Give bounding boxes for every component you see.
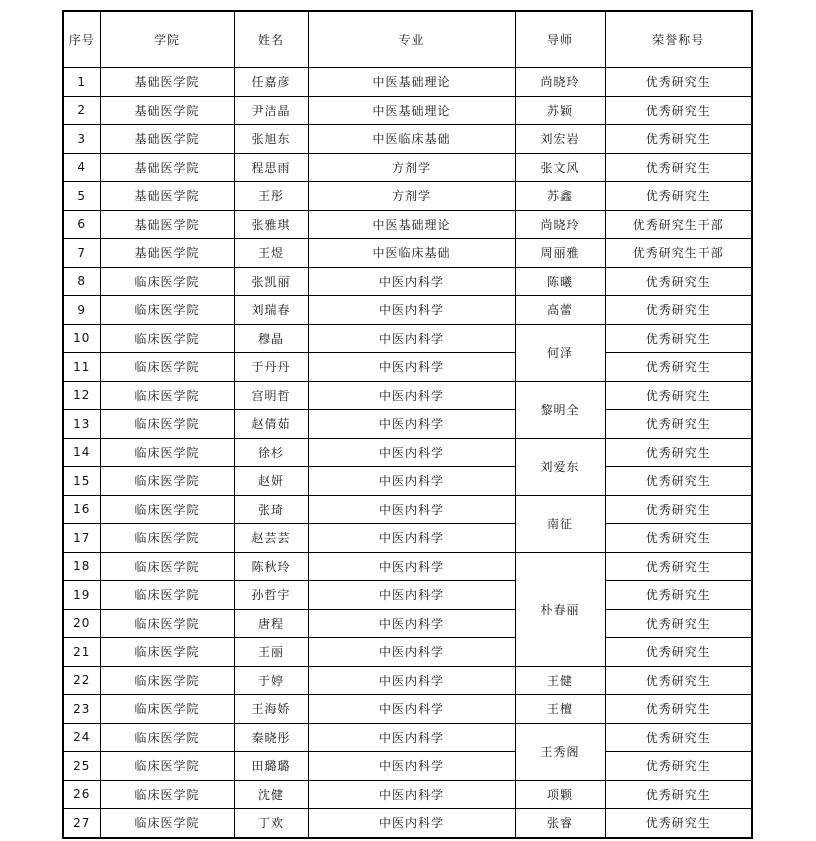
table-row bbox=[63, 182, 752, 211]
cell-name: 赵妍 bbox=[234, 467, 308, 496]
table-row bbox=[63, 353, 752, 382]
table-row bbox=[63, 68, 752, 97]
cell-name: 丁欢 bbox=[234, 809, 308, 838]
cell-honor: 优秀研究生 bbox=[605, 780, 752, 809]
cell-major: 中医内科学 bbox=[308, 353, 515, 382]
table-row bbox=[63, 666, 752, 695]
header-row bbox=[63, 11, 752, 68]
cell-major: 中医内科学 bbox=[308, 581, 515, 610]
header-index: 序号 bbox=[63, 11, 100, 68]
cell-major: 中医内科学 bbox=[308, 467, 515, 496]
table-row bbox=[63, 695, 752, 724]
cell-index: 18 bbox=[63, 552, 100, 581]
cell-name: 宫明哲 bbox=[234, 381, 308, 410]
cell-honor: 优秀研究生 bbox=[605, 96, 752, 125]
cell-honor: 优秀研究生 bbox=[605, 524, 752, 553]
cell-name: 唐程 bbox=[234, 609, 308, 638]
cell-name: 徐杉 bbox=[234, 438, 308, 467]
table-row bbox=[63, 609, 752, 638]
header-honor: 荣誉称号 bbox=[605, 11, 752, 68]
cell-advisor: 周丽雅 bbox=[515, 239, 605, 268]
cell-major: 中医临床基础 bbox=[308, 125, 515, 154]
cell-major: 方剂学 bbox=[308, 182, 515, 211]
cell-college: 临床医学院 bbox=[100, 752, 234, 781]
cell-index: 1 bbox=[63, 68, 100, 97]
cell-honor: 优秀研究生 bbox=[605, 438, 752, 467]
cell-index: 17 bbox=[63, 524, 100, 553]
cell-major: 中医内科学 bbox=[308, 495, 515, 524]
cell-honor: 优秀研究生 bbox=[605, 467, 752, 496]
cell-major: 方剂学 bbox=[308, 153, 515, 182]
cell-name: 张旭东 bbox=[234, 125, 308, 154]
table-row bbox=[63, 210, 752, 239]
header-name: 姓名 bbox=[234, 11, 308, 68]
table-row bbox=[63, 267, 752, 296]
cell-advisor: 张睿 bbox=[515, 809, 605, 838]
cell-advisor: 黎明全 bbox=[515, 381, 605, 438]
cell-college: 临床医学院 bbox=[100, 381, 234, 410]
cell-index: 14 bbox=[63, 438, 100, 467]
header-major: 专业 bbox=[308, 11, 515, 68]
cell-college: 临床医学院 bbox=[100, 324, 234, 353]
header-college: 学院 bbox=[100, 11, 234, 68]
cell-honor: 优秀研究生 bbox=[605, 153, 752, 182]
cell-name: 穆晶 bbox=[234, 324, 308, 353]
cell-advisor: 苏鑫 bbox=[515, 182, 605, 211]
table-row bbox=[63, 495, 752, 524]
cell-advisor: 尚晓玲 bbox=[515, 68, 605, 97]
cell-major: 中医内科学 bbox=[308, 638, 515, 667]
cell-major: 中医内科学 bbox=[308, 524, 515, 553]
cell-college: 基础医学院 bbox=[100, 125, 234, 154]
table-row bbox=[63, 581, 752, 610]
cell-major: 中医内科学 bbox=[308, 723, 515, 752]
table-row bbox=[63, 410, 752, 439]
cell-honor: 优秀研究生 bbox=[605, 809, 752, 838]
cell-college: 临床医学院 bbox=[100, 666, 234, 695]
table-row bbox=[63, 239, 752, 268]
table-row bbox=[63, 153, 752, 182]
cell-name: 张琦 bbox=[234, 495, 308, 524]
cell-honor: 优秀研究生 bbox=[605, 552, 752, 581]
cell-advisor: 尚晓玲 bbox=[515, 210, 605, 239]
cell-college: 临床医学院 bbox=[100, 410, 234, 439]
cell-index: 5 bbox=[63, 182, 100, 211]
cell-college: 临床医学院 bbox=[100, 467, 234, 496]
cell-honor: 优秀研究生 bbox=[605, 638, 752, 667]
cell-name: 张凯丽 bbox=[234, 267, 308, 296]
cell-advisor: 刘宏岩 bbox=[515, 125, 605, 154]
table-row bbox=[63, 752, 752, 781]
cell-college: 临床医学院 bbox=[100, 524, 234, 553]
cell-honor: 优秀研究生 bbox=[605, 581, 752, 610]
cell-name: 程思雨 bbox=[234, 153, 308, 182]
cell-index: 12 bbox=[63, 381, 100, 410]
table-row bbox=[63, 96, 752, 125]
table-row bbox=[63, 780, 752, 809]
cell-honor: 优秀研究生 bbox=[605, 495, 752, 524]
cell-honor: 优秀研究生干部 bbox=[605, 210, 752, 239]
table-row bbox=[63, 438, 752, 467]
cell-major: 中医内科学 bbox=[308, 438, 515, 467]
cell-index: 16 bbox=[63, 495, 100, 524]
cell-name: 王丽 bbox=[234, 638, 308, 667]
cell-college: 临床医学院 bbox=[100, 609, 234, 638]
cell-honor: 优秀研究生 bbox=[605, 410, 752, 439]
cell-honor: 优秀研究生 bbox=[605, 353, 752, 382]
cell-advisor: 刘爱东 bbox=[515, 438, 605, 495]
cell-honor: 优秀研究生 bbox=[605, 125, 752, 154]
cell-name: 任嘉彦 bbox=[234, 68, 308, 97]
cell-advisor: 陈曦 bbox=[515, 267, 605, 296]
table-row bbox=[63, 467, 752, 496]
cell-index: 26 bbox=[63, 780, 100, 809]
cell-major: 中医内科学 bbox=[308, 267, 515, 296]
cell-advisor: 王秀阁 bbox=[515, 723, 605, 780]
cell-index: 23 bbox=[63, 695, 100, 724]
cell-name: 王彤 bbox=[234, 182, 308, 211]
cell-name: 于丹丹 bbox=[234, 353, 308, 382]
cell-major: 中医内科学 bbox=[308, 780, 515, 809]
cell-major: 中医内科学 bbox=[308, 752, 515, 781]
cell-honor: 优秀研究生 bbox=[605, 381, 752, 410]
table-row bbox=[63, 552, 752, 581]
cell-index: 25 bbox=[63, 752, 100, 781]
cell-honor: 优秀研究生 bbox=[605, 752, 752, 781]
cell-name: 陈秋玲 bbox=[234, 552, 308, 581]
cell-name: 刘瑞春 bbox=[234, 296, 308, 325]
cell-index: 3 bbox=[63, 125, 100, 154]
table-row bbox=[63, 296, 752, 325]
cell-college: 临床医学院 bbox=[100, 581, 234, 610]
table-row bbox=[63, 809, 752, 838]
cell-index: 11 bbox=[63, 353, 100, 382]
cell-index: 22 bbox=[63, 666, 100, 695]
cell-college: 基础医学院 bbox=[100, 68, 234, 97]
awards-table bbox=[62, 10, 753, 839]
cell-name: 赵倩茹 bbox=[234, 410, 308, 439]
cell-major: 中医内科学 bbox=[308, 324, 515, 353]
cell-major: 中医基础理论 bbox=[308, 210, 515, 239]
table-row bbox=[63, 638, 752, 667]
cell-name: 王海娇 bbox=[234, 695, 308, 724]
table-row bbox=[63, 524, 752, 553]
cell-college: 临床医学院 bbox=[100, 723, 234, 752]
cell-honor: 优秀研究生 bbox=[605, 609, 752, 638]
cell-index: 13 bbox=[63, 410, 100, 439]
cell-major: 中医内科学 bbox=[308, 666, 515, 695]
cell-advisor: 张文风 bbox=[515, 153, 605, 182]
cell-honor: 优秀研究生 bbox=[605, 324, 752, 353]
cell-index: 15 bbox=[63, 467, 100, 496]
cell-honor: 优秀研究生 bbox=[605, 723, 752, 752]
cell-college: 临床医学院 bbox=[100, 296, 234, 325]
cell-major: 中医内科学 bbox=[308, 410, 515, 439]
cell-advisor: 王檀 bbox=[515, 695, 605, 724]
cell-college: 基础医学院 bbox=[100, 210, 234, 239]
cell-major: 中医基础理论 bbox=[308, 68, 515, 97]
cell-college: 基础医学院 bbox=[100, 153, 234, 182]
cell-college: 临床医学院 bbox=[100, 780, 234, 809]
cell-index: 4 bbox=[63, 153, 100, 182]
cell-major: 中医内科学 bbox=[308, 809, 515, 838]
cell-advisor: 高蕾 bbox=[515, 296, 605, 325]
cell-name: 秦晓彤 bbox=[234, 723, 308, 752]
cell-college: 临床医学院 bbox=[100, 552, 234, 581]
cell-index: 7 bbox=[63, 239, 100, 268]
cell-honor: 优秀研究生 bbox=[605, 68, 752, 97]
cell-advisor: 何泽 bbox=[515, 324, 605, 381]
cell-honor: 优秀研究生 bbox=[605, 666, 752, 695]
cell-college: 临床医学院 bbox=[100, 438, 234, 467]
cell-advisor: 南征 bbox=[515, 495, 605, 552]
cell-name: 尹洁晶 bbox=[234, 96, 308, 125]
cell-honor: 优秀研究生 bbox=[605, 182, 752, 211]
cell-index: 8 bbox=[63, 267, 100, 296]
cell-index: 21 bbox=[63, 638, 100, 667]
cell-index: 27 bbox=[63, 809, 100, 838]
cell-major: 中医临床基础 bbox=[308, 239, 515, 268]
cell-name: 于婷 bbox=[234, 666, 308, 695]
cell-college: 临床医学院 bbox=[100, 267, 234, 296]
cell-major: 中医内科学 bbox=[308, 695, 515, 724]
cell-college: 临床医学院 bbox=[100, 638, 234, 667]
cell-name: 张雅琪 bbox=[234, 210, 308, 239]
cell-college: 临床医学院 bbox=[100, 353, 234, 382]
cell-name: 沈健 bbox=[234, 780, 308, 809]
cell-college: 基础医学院 bbox=[100, 239, 234, 268]
cell-college: 临床医学院 bbox=[100, 809, 234, 838]
cell-name: 孙哲宇 bbox=[234, 581, 308, 610]
cell-honor: 优秀研究生 bbox=[605, 296, 752, 325]
cell-honor: 优秀研究生 bbox=[605, 695, 752, 724]
cell-college: 基础医学院 bbox=[100, 182, 234, 211]
cell-name: 田璐璐 bbox=[234, 752, 308, 781]
cell-index: 2 bbox=[63, 96, 100, 125]
cell-advisor: 朴春丽 bbox=[515, 552, 605, 666]
cell-index: 9 bbox=[63, 296, 100, 325]
table-row bbox=[63, 381, 752, 410]
cell-college: 临床医学院 bbox=[100, 495, 234, 524]
cell-honor: 优秀研究生 bbox=[605, 267, 752, 296]
cell-index: 10 bbox=[63, 324, 100, 353]
cell-index: 6 bbox=[63, 210, 100, 239]
cell-college: 临床医学院 bbox=[100, 695, 234, 724]
cell-major: 中医基础理论 bbox=[308, 96, 515, 125]
cell-index: 19 bbox=[63, 581, 100, 610]
cell-index: 24 bbox=[63, 723, 100, 752]
table-row bbox=[63, 723, 752, 752]
cell-major: 中医内科学 bbox=[308, 552, 515, 581]
cell-index: 20 bbox=[63, 609, 100, 638]
cell-advisor: 王健 bbox=[515, 666, 605, 695]
cell-major: 中医内科学 bbox=[308, 609, 515, 638]
cell-major: 中医内科学 bbox=[308, 296, 515, 325]
cell-advisor: 苏颖 bbox=[515, 96, 605, 125]
cell-name: 赵芸芸 bbox=[234, 524, 308, 553]
table-body bbox=[63, 68, 752, 838]
cell-honor: 优秀研究生干部 bbox=[605, 239, 752, 268]
cell-major: 中医内科学 bbox=[308, 381, 515, 410]
table-row bbox=[63, 324, 752, 353]
cell-advisor: 项颗 bbox=[515, 780, 605, 809]
table-row bbox=[63, 125, 752, 154]
cell-name: 王煜 bbox=[234, 239, 308, 268]
cell-college: 基础医学院 bbox=[100, 96, 234, 125]
header-advisor: 导师 bbox=[515, 11, 605, 68]
